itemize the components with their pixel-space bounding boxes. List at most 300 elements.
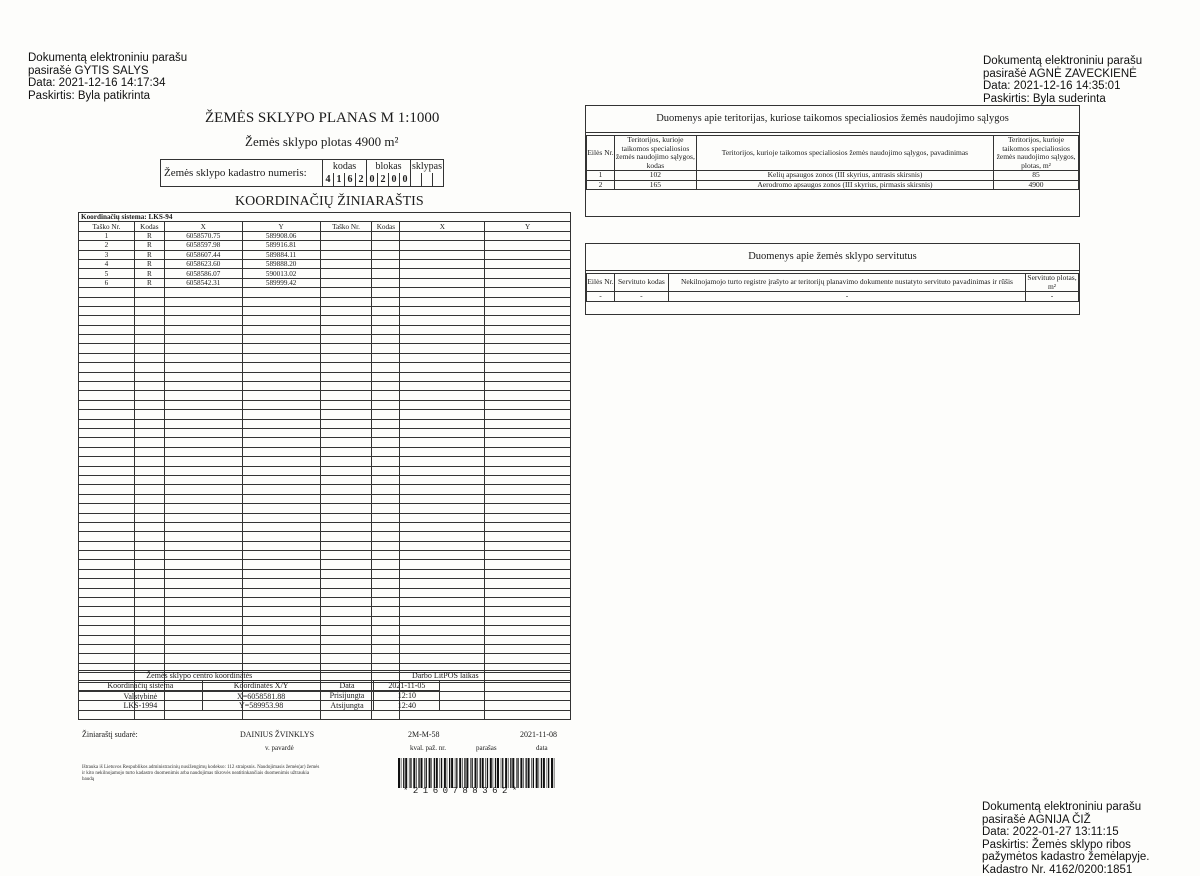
barcode-bar <box>490 758 492 788</box>
barcode-bar <box>426 758 427 788</box>
plot-area: Žemės sklypo plotas 4900 m² <box>245 134 398 150</box>
center-coordinates-table <box>78 670 571 711</box>
table-cell <box>242 316 320 325</box>
barcode-bar <box>421 758 423 788</box>
table-cell <box>134 363 164 372</box>
table-cell <box>320 382 372 391</box>
table-row <box>79 278 571 287</box>
cadastre-digit <box>433 173 444 187</box>
barcode-bar <box>440 758 441 788</box>
table-cell <box>485 250 571 259</box>
table-cell <box>134 419 164 428</box>
table-cell <box>320 598 372 607</box>
table-cell <box>400 297 485 306</box>
table-cell <box>134 306 164 315</box>
table-cell <box>320 551 372 560</box>
coordinates-header-cell: X <box>164 222 242 231</box>
table-cell <box>372 306 400 315</box>
table-cell <box>485 344 571 353</box>
table-cell <box>400 250 485 259</box>
table-row <box>79 269 571 278</box>
table-cell <box>320 513 372 522</box>
table-cell <box>320 475 372 484</box>
table-cell <box>242 372 320 381</box>
table-cell <box>134 607 164 616</box>
table-cell <box>164 297 242 306</box>
qualification-caption: kval. paž. nr. <box>410 744 446 752</box>
table-cell <box>134 551 164 560</box>
table-cell <box>79 391 135 400</box>
special-conditions-title: Duomenys apie teritorijas, kuriose taikomos specialiosios žemės naudojimo sąlygos <box>586 106 1079 133</box>
table-cell <box>485 241 571 250</box>
table-cell: R <box>134 278 164 287</box>
signature-line: Dokumentą elektroniniu parašu <box>28 52 187 65</box>
table-cell <box>400 447 485 456</box>
table-cell <box>79 335 135 344</box>
coordinates-header-cell: Kodas <box>372 222 400 231</box>
table-cell <box>164 598 242 607</box>
table-cell <box>164 316 242 325</box>
barcode-bar <box>398 758 400 788</box>
table-cell: Kelių apsaugos zonos (III skyrius, antrasis skirsnis) <box>696 171 993 181</box>
table-cell <box>400 288 485 297</box>
barcode-bar <box>517 758 518 788</box>
table-cell <box>134 288 164 297</box>
cadastre-digit: 0 <box>367 173 378 187</box>
table-cell <box>320 269 372 278</box>
table-cell <box>485 372 571 381</box>
table-cell <box>320 250 372 259</box>
table-cell <box>400 363 485 372</box>
table-cell <box>134 588 164 597</box>
table-cell <box>400 616 485 625</box>
empty-cell <box>440 681 571 711</box>
table-cell <box>320 569 372 578</box>
table-cell <box>242 588 320 597</box>
table-cell <box>79 710 135 719</box>
table-row <box>79 231 571 240</box>
table-cell <box>79 372 135 381</box>
table-cell <box>134 579 164 588</box>
barcode-bar <box>459 758 461 788</box>
cadastre-digit: 1 <box>334 173 345 187</box>
table-cell <box>320 391 372 400</box>
barcode-bar <box>547 758 548 788</box>
table-cell <box>372 269 400 278</box>
barcode-bar <box>541 758 542 788</box>
table-cell <box>164 579 242 588</box>
barcode-bar <box>493 758 494 788</box>
coordinates-header-cell: Y <box>485 222 571 231</box>
table-cell <box>242 560 320 569</box>
table-cell <box>164 344 242 353</box>
table-cell <box>164 335 242 344</box>
table-row <box>79 626 571 635</box>
table-cell <box>320 428 372 437</box>
table-cell <box>79 466 135 475</box>
table-cell <box>242 513 320 522</box>
servitude-header-cell: Servituto plotas, m² <box>1026 274 1079 292</box>
table-cell: 4 <box>79 259 135 268</box>
table-cell <box>372 457 400 466</box>
signature-line: Data: 2021-12-16 14:17:34 <box>28 77 187 90</box>
cadastre-digit <box>411 173 422 187</box>
table-cell <box>485 457 571 466</box>
table-row <box>79 598 571 607</box>
table-row <box>79 494 571 503</box>
barcode-bar <box>523 758 524 788</box>
table-cell <box>400 607 485 616</box>
table-cell <box>400 579 485 588</box>
cadastre-digit: 2 <box>356 173 367 187</box>
table-cell <box>242 475 320 484</box>
table-cell <box>320 400 372 409</box>
table-row <box>79 466 571 475</box>
signature-line: Data: 2022-01-27 13:11:15 <box>982 826 1149 839</box>
table-cell <box>485 269 571 278</box>
table-cell: 589908.06 <box>242 231 320 240</box>
table-cell <box>320 353 372 362</box>
table-cell <box>164 560 242 569</box>
table-row <box>79 616 571 625</box>
table-cell <box>134 391 164 400</box>
barcode-bar <box>418 758 419 788</box>
signature-top-right <box>983 55 1142 105</box>
table-cell <box>164 457 242 466</box>
table-cell <box>134 532 164 541</box>
table-cell <box>485 588 571 597</box>
table-cell <box>485 598 571 607</box>
table-row <box>79 579 571 588</box>
cadastre-header-block: blokas <box>367 160 411 174</box>
table-row <box>79 485 571 494</box>
table-cell <box>320 335 372 344</box>
table-cell <box>79 363 135 372</box>
special-header-cell: Eilės Nr. <box>587 136 615 171</box>
table-cell <box>242 447 320 456</box>
table-cell <box>372 598 400 607</box>
table-cell <box>164 400 242 409</box>
x-value: X=6058581.88 <box>237 692 285 701</box>
table-cell <box>372 288 400 297</box>
table-cell <box>79 522 135 531</box>
table-cell <box>79 419 135 428</box>
table-cell <box>485 616 571 625</box>
table-cell <box>372 335 400 344</box>
table-cell <box>164 325 242 334</box>
table-cell <box>372 438 400 447</box>
table-cell <box>79 344 135 353</box>
servitudes-header <box>587 274 1079 292</box>
table-row <box>79 447 571 456</box>
table-cell <box>400 269 485 278</box>
table-row <box>79 532 571 541</box>
cadastre-number-table <box>160 159 444 187</box>
table-cell <box>164 372 242 381</box>
table-cell: R <box>134 259 164 268</box>
table-cell <box>485 447 571 456</box>
table-cell <box>164 288 242 297</box>
legal-notice: Ištrauka iš Lietuvos Respublikos administracinių nusižengimų kodekso: 112 straipsnis. Naudojimasis žemės(ar) žemės ir kito nekilnojamojo turto kadastro duomenimis arba naudojimas tikrovės neatitinkančiais duomenimis užtraukia baudą <box>82 765 322 783</box>
signature-line: Dokumentą elektroniniu parašu <box>983 55 1142 68</box>
servitudes-title: Duomenys apie žemės sklypo servitutus <box>586 244 1079 271</box>
barcode-bar <box>409 758 410 788</box>
table-cell <box>485 278 571 287</box>
table-cell <box>320 579 372 588</box>
table-cell <box>320 504 372 513</box>
table-cell <box>485 485 571 494</box>
table-cell <box>400 372 485 381</box>
table-cell <box>164 654 242 663</box>
barcode-bar <box>455 758 456 788</box>
signature-line: Dokumentą elektroniniu parašu <box>982 801 1149 814</box>
table-cell <box>372 363 400 372</box>
table-row <box>79 391 571 400</box>
table-cell <box>320 447 372 456</box>
table-cell: - <box>614 292 668 302</box>
table-cell <box>164 410 242 419</box>
table-cell <box>372 231 400 240</box>
barcode-bar <box>502 758 503 788</box>
table-cell <box>242 297 320 306</box>
table-cell <box>134 438 164 447</box>
servitude-header-cell: Eilės Nr. <box>587 274 615 292</box>
table-cell <box>164 382 242 391</box>
servitudes-box <box>585 243 1080 315</box>
table-row <box>79 372 571 381</box>
table-cell <box>400 710 485 719</box>
table-cell <box>485 259 571 268</box>
table-row <box>79 428 571 437</box>
barcode-bar <box>533 758 534 788</box>
table-cell <box>400 551 485 560</box>
barcode-bar <box>531 758 532 788</box>
table-cell <box>79 607 135 616</box>
table-cell: 589884.11 <box>242 250 320 259</box>
table-cell <box>372 391 400 400</box>
table-cell <box>320 419 372 428</box>
table-cell <box>400 504 485 513</box>
table-cell <box>485 428 571 437</box>
table-row <box>79 588 571 597</box>
table-cell <box>320 522 372 531</box>
coord-header: Koordinatės X/Y <box>202 681 320 691</box>
table-cell: 85 <box>994 171 1079 181</box>
barcode-bar <box>416 758 417 788</box>
table-cell <box>164 644 242 653</box>
table-cell: 1 <box>79 231 135 240</box>
table-cell <box>372 241 400 250</box>
table-cell <box>320 626 372 635</box>
table-cell <box>372 504 400 513</box>
cadastre-digit: 0 <box>400 173 411 187</box>
table-cell <box>320 532 372 541</box>
table-cell <box>79 306 135 315</box>
table-cell: 6058623.60 <box>164 259 242 268</box>
cadastre-digit: 0 <box>389 173 400 187</box>
signature-caption: parašas <box>476 744 497 752</box>
barcode-bar <box>451 758 453 788</box>
system-value-2: LKS-1994 <box>123 701 157 710</box>
table-row <box>79 457 571 466</box>
table-cell <box>400 391 485 400</box>
table-cell <box>485 504 571 513</box>
table-cell <box>372 419 400 428</box>
coordinates-header-cell: Taško Nr. <box>79 222 135 231</box>
table-cell <box>134 654 164 663</box>
table-cell <box>400 598 485 607</box>
table-cell: 589999.42 <box>242 278 320 287</box>
table-row <box>79 306 571 315</box>
servitude-header-cell: Servituto kodas <box>614 274 668 292</box>
barcode-bar <box>464 758 465 788</box>
table-cell <box>242 363 320 372</box>
table-cell <box>134 400 164 409</box>
table-cell <box>164 504 242 513</box>
table-cell <box>320 494 372 503</box>
table-cell <box>134 504 164 513</box>
barcode-bar <box>424 758 425 788</box>
connected-label: Prisijungta <box>320 691 374 701</box>
table-cell <box>242 391 320 400</box>
table-cell <box>400 588 485 597</box>
barcode-bar <box>548 758 549 788</box>
table-row <box>79 654 571 663</box>
table-cell <box>134 635 164 644</box>
table-cell <box>320 644 372 653</box>
servitude-header-cell: Nekilnojamojo turto registre įrašyto ar teritorijų planavimo dokumente nustatyto servituto pavadinimas ir rūšis <box>668 274 1025 292</box>
table-cell <box>400 654 485 663</box>
table-cell <box>372 325 400 334</box>
table-cell <box>242 457 320 466</box>
table-cell <box>134 335 164 344</box>
y-value: Y=589953.98 <box>239 701 283 710</box>
table-cell <box>400 400 485 409</box>
table-cell: R <box>134 250 164 259</box>
table-cell <box>242 438 320 447</box>
barcode-bar <box>510 758 511 788</box>
table-cell <box>242 344 320 353</box>
barcode-bar <box>462 758 463 788</box>
barcode-bar <box>475 758 477 788</box>
table-cell: 6058542.31 <box>164 278 242 287</box>
cadastre-digit: 4 <box>323 173 334 187</box>
table-cell <box>320 710 372 719</box>
table-cell <box>134 325 164 334</box>
table-cell <box>372 532 400 541</box>
barcode-bar <box>554 758 555 788</box>
table-cell <box>485 306 571 315</box>
table-cell <box>79 644 135 653</box>
table-cell <box>164 428 242 437</box>
table-cell <box>372 522 400 531</box>
coordinates-header-cell: Kodas <box>134 222 164 231</box>
table-cell <box>400 466 485 475</box>
table-cell <box>242 288 320 297</box>
cadastre-header-code: kodas <box>323 160 367 174</box>
table-row <box>79 419 571 428</box>
table-cell: - <box>668 292 1025 302</box>
signature-line: Paskirtis: Byla suderinta <box>983 93 1142 106</box>
table-cell <box>164 306 242 315</box>
barcode-bar <box>551 758 553 788</box>
barcode-bar <box>482 758 484 788</box>
compiled-date: 2021-11-08 <box>520 730 557 739</box>
table-cell <box>79 485 135 494</box>
coordinates-header-cell: X <box>400 222 485 231</box>
table-cell <box>134 644 164 653</box>
table-cell <box>134 494 164 503</box>
table-cell <box>485 607 571 616</box>
table-cell <box>372 316 400 325</box>
table-cell <box>134 297 164 306</box>
table-cell <box>485 438 571 447</box>
table-cell <box>400 635 485 644</box>
table-cell: R <box>134 231 164 240</box>
table-cell <box>320 588 372 597</box>
plan-title: ŽEMĖS SKLYPO PLANAS M 1:1000 <box>205 110 439 127</box>
table-cell <box>164 391 242 400</box>
table-cell <box>485 635 571 644</box>
table-row <box>79 551 571 560</box>
table-cell <box>134 316 164 325</box>
coordinates-title: KOORDINAČIŲ ŽINIARAŠTIS <box>235 194 424 210</box>
barcode-bar <box>456 758 457 788</box>
table-cell <box>134 372 164 381</box>
table-cell <box>79 569 135 578</box>
table-cell <box>134 626 164 635</box>
special-header-cell: Teritorijos, kurioje taikomos specialiosios žemės naudojimo sąlygos, pavadinimas <box>696 136 993 171</box>
table-cell <box>242 569 320 578</box>
table-cell: - <box>1026 292 1079 302</box>
special-conditions-box <box>585 105 1080 217</box>
barcode-bar <box>434 758 435 788</box>
table-row <box>79 297 571 306</box>
table-cell <box>372 475 400 484</box>
table-cell <box>134 428 164 437</box>
table-cell <box>134 410 164 419</box>
table-cell <box>485 710 571 719</box>
table-cell <box>134 541 164 550</box>
table-cell <box>79 428 135 437</box>
barcode-bar <box>497 758 499 788</box>
table-cell <box>134 353 164 362</box>
table-cell <box>400 475 485 484</box>
table-cell <box>320 259 372 268</box>
table-row <box>79 344 571 353</box>
table-cell <box>164 616 242 625</box>
table-cell <box>79 316 135 325</box>
table-cell <box>164 569 242 578</box>
table-cell <box>400 353 485 362</box>
table-cell <box>79 616 135 625</box>
barcode-bar <box>480 758 481 788</box>
table-cell <box>400 419 485 428</box>
barcode-bar <box>536 758 538 788</box>
table-cell <box>372 400 400 409</box>
qualification-number: 2M-M-58 <box>408 730 440 739</box>
table-cell <box>320 616 372 625</box>
table-cell <box>485 297 571 306</box>
table-cell <box>164 438 242 447</box>
table-row <box>79 250 571 259</box>
table-cell <box>400 560 485 569</box>
table-cell: 6058586.07 <box>164 269 242 278</box>
table-cell <box>242 541 320 550</box>
table-row <box>79 504 571 513</box>
table-cell <box>320 372 372 381</box>
table-cell <box>400 335 485 344</box>
